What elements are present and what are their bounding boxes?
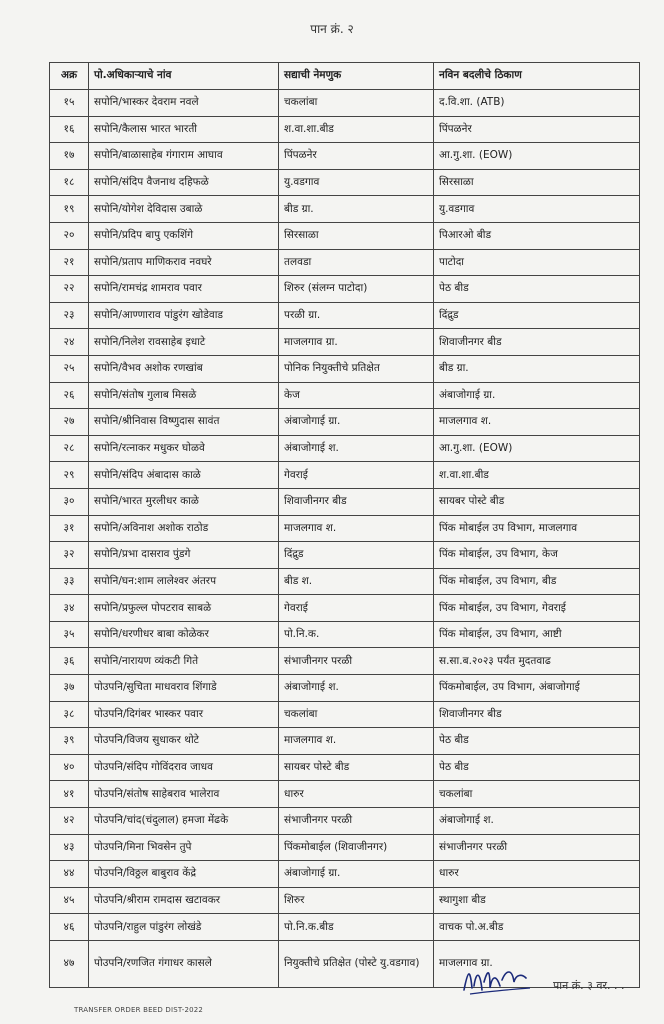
cell-current-posting: तलवडा	[279, 249, 434, 276]
cell-officer-name: सपोनि/संदिप अंबादास काळे	[89, 462, 279, 489]
table-row	[50, 276, 640, 303]
cell-serial: ३५	[50, 621, 89, 648]
cell-officer-name: पोउपनि/राहुल पांडुरंग लोखंडे	[89, 914, 279, 941]
cell-new-posting: स्थागुशा बीड	[434, 887, 640, 914]
cell-current-posting: पिंकमोबाईल (शिवाजीनगर)	[279, 834, 434, 861]
cell-new-posting: सिरसाळा	[434, 169, 640, 196]
table-row	[50, 462, 640, 489]
table-row	[50, 116, 640, 143]
cell-officer-name: सपोनि/धरणीधर बाबा कोळेकर	[89, 621, 279, 648]
table-header-row	[50, 63, 640, 90]
cell-current-posting: सायबर पोस्टे बीड	[279, 754, 434, 781]
cell-new-posting: संभाजीनगर परळी	[434, 834, 640, 861]
table-row	[50, 542, 640, 569]
cell-current-posting: पो.नि.क.	[279, 621, 434, 648]
cell-officer-name: पोउपनि/संतोष साहेबराव भालेराव	[89, 781, 279, 808]
cell-current-posting: पोनिक नियुक्तीचे प्रतिक्षेत	[279, 355, 434, 382]
cell-current-posting: परळी ग्रा.	[279, 302, 434, 329]
cell-serial: २०	[50, 222, 89, 249]
cell-current-posting: संभाजीनगर परळी	[279, 808, 434, 835]
cell-serial: ३३	[50, 568, 89, 595]
table-row	[50, 861, 640, 888]
cell-serial: २३	[50, 302, 89, 329]
table-row	[50, 728, 640, 755]
cell-current-posting: शिरुर (संलग्न पाटोदा)	[279, 276, 434, 303]
cell-current-posting: माजलगाव श.	[279, 728, 434, 755]
cell-officer-name: सपोनि/घन:शाम लालेश्वर अंतरप	[89, 568, 279, 595]
cell-officer-name: सपोनि/निलेश रावसाहेब इधाटे	[89, 329, 279, 356]
cell-serial: ४२	[50, 808, 89, 835]
cell-current-posting: केज	[279, 382, 434, 409]
table-row	[50, 675, 640, 702]
cell-serial: ४१	[50, 781, 89, 808]
cell-serial: २५	[50, 355, 89, 382]
cell-officer-name: पोउपनि/श्रीराम रामदास खटावकर	[89, 887, 279, 914]
cell-current-posting: बीड ग्रा.	[279, 196, 434, 223]
cell-officer-name: पोउपनि/दिगंबर भास्कर पवार	[89, 701, 279, 728]
cell-new-posting: सायबर पोस्टे बीड	[434, 488, 640, 515]
cell-new-posting: पिंक मोबाईल, उप विभाग, आष्टी	[434, 621, 640, 648]
table-row	[50, 515, 640, 542]
cell-serial: ३२	[50, 542, 89, 569]
cell-serial: ४०	[50, 754, 89, 781]
cell-new-posting: स.सा.ब.२०२३ पर्यंत मुदतवाढ	[434, 648, 640, 675]
table-row	[50, 621, 640, 648]
cell-serial: ३६	[50, 648, 89, 675]
cell-current-posting: बीड श.	[279, 568, 434, 595]
cell-serial: ४३	[50, 834, 89, 861]
cell-officer-name: सपोनि/प्रताप माणिकराव नवघरे	[89, 249, 279, 276]
table-row	[50, 329, 640, 356]
column-header-officer-name: पो.अधिकाऱ्याचे नांव	[89, 63, 279, 90]
cell-new-posting: पिंक मोबाईल, उप विभाग, बीड	[434, 568, 640, 595]
cell-serial: ३१	[50, 515, 89, 542]
cell-new-posting: माजलगाव ग्रा.	[434, 941, 640, 988]
table-row	[50, 701, 640, 728]
cell-new-posting: वाचक पो.अ.बीड	[434, 914, 640, 941]
cell-serial: ३७	[50, 675, 89, 702]
table-row	[50, 302, 640, 329]
table-row	[50, 382, 640, 409]
cell-officer-name: सपोनि/भारत मुरलीधर काळे	[89, 488, 279, 515]
cell-serial: ३४	[50, 595, 89, 622]
table-row	[50, 754, 640, 781]
cell-current-posting: गेवराई	[279, 595, 434, 622]
table-row	[50, 169, 640, 196]
cell-current-posting: गेवराई	[279, 462, 434, 489]
table-row	[50, 595, 640, 622]
cell-current-posting: अंबाजोगाई श.	[279, 675, 434, 702]
cell-new-posting: श.वा.शा.बीड	[434, 462, 640, 489]
cell-current-posting: चकलांबा	[279, 701, 434, 728]
cell-serial: ४५	[50, 887, 89, 914]
cell-serial: २१	[50, 249, 89, 276]
cell-current-posting: चकलांबा	[279, 90, 434, 117]
cell-new-posting: माजलगाव श.	[434, 409, 640, 436]
table-row	[50, 568, 640, 595]
cell-officer-name: सपोनि/नारायण व्यंकटी गिते	[89, 648, 279, 675]
cell-new-posting: आ.गु.शा. (EOW)	[434, 143, 640, 170]
document-reference: TRANSFER ORDER BEED DIST-2022	[74, 1006, 204, 1014]
cell-officer-name: पोउपनि/संदिप गोविंदराव जाधव	[89, 754, 279, 781]
column-header-new-posting: नविन बदलीचे ठिकाण	[434, 63, 640, 90]
cell-current-posting: सिरसाळा	[279, 222, 434, 249]
cell-new-posting: पेठ बीड	[434, 728, 640, 755]
cell-new-posting: पाटोदा	[434, 249, 640, 276]
cell-officer-name: सपोनि/अविनाश अशोक राठोड	[89, 515, 279, 542]
cell-new-posting: पिंकमोबाईल, उप विभाग, अंबाजोगाई	[434, 675, 640, 702]
table-row	[50, 887, 640, 914]
cell-current-posting: अंबाजोगाई श.	[279, 435, 434, 462]
table-row	[50, 488, 640, 515]
cell-officer-name: सपोनि/वैभव अशोक रणखांब	[89, 355, 279, 382]
table-row	[50, 409, 640, 436]
cell-officer-name: पोउपनि/विठ्ठल बाबुराव केंद्रे	[89, 861, 279, 888]
cell-current-posting: यु.वडगाव	[279, 169, 434, 196]
cell-officer-name: सपोनि/बाळासाहेब गंगाराम आघाव	[89, 143, 279, 170]
table-row	[50, 222, 640, 249]
cell-new-posting: बीड ग्रा.	[434, 355, 640, 382]
cell-officer-name: सपोनि/प्रफुल्ल पोपटराव साबळे	[89, 595, 279, 622]
cell-officer-name: पोउपनि/विजय सुधाकर थोटे	[89, 728, 279, 755]
cell-new-posting: शिवाजीनगर बीड	[434, 701, 640, 728]
cell-current-posting: संभाजीनगर परळी	[279, 648, 434, 675]
cell-serial: ४४	[50, 861, 89, 888]
cell-new-posting: धारुर	[434, 861, 640, 888]
cell-new-posting: पिंक मोबाईल, उप विभाग, केज	[434, 542, 640, 569]
cell-new-posting: पिआरओ बीड	[434, 222, 640, 249]
table-row	[50, 196, 640, 223]
table-row	[50, 781, 640, 808]
cell-new-posting: अंबाजोगाई ग्रा.	[434, 382, 640, 409]
cell-officer-name: सपोनि/संदिप वैजनाथ दहिफळे	[89, 169, 279, 196]
table-row	[50, 914, 640, 941]
cell-new-posting: आ.गु.शा. (EOW)	[434, 435, 640, 462]
cell-serial: १५	[50, 90, 89, 117]
cell-officer-name: सपोनि/संतोष गुलाब मिसळे	[89, 382, 279, 409]
table-row	[50, 834, 640, 861]
table-row	[50, 435, 640, 462]
cell-current-posting: नियुक्तीचे प्रतिक्षेत (पोस्टे यु.वडगाव)	[279, 941, 434, 988]
cell-officer-name: पोउपनि/सुचिता माधवराव शिंगाडे	[89, 675, 279, 702]
cell-officer-name: पोउपनि/रणजित गंगाधर कासले	[89, 941, 279, 988]
cell-serial: २६	[50, 382, 89, 409]
cell-current-posting: पो.नि.क.बीड	[279, 914, 434, 941]
cell-new-posting: अंबाजोगाई श.	[434, 808, 640, 835]
column-header-serial: अक्र	[50, 63, 89, 90]
cell-officer-name: पोउपनि/मिना भिवसेन तुपे	[89, 834, 279, 861]
table-row	[50, 355, 640, 382]
cell-serial: २२	[50, 276, 89, 303]
cell-serial: २७	[50, 409, 89, 436]
cell-serial: ४७	[50, 941, 89, 988]
cell-new-posting: पेठ बीड	[434, 754, 640, 781]
cell-new-posting: शिवाजीनगर बीड	[434, 329, 640, 356]
cell-officer-name: सपोनि/आण्णाराव पांडुरंग खोडेवाड	[89, 302, 279, 329]
next-page-note: पान क्रं. ३ वर. . .	[553, 979, 625, 992]
cell-serial: १९	[50, 196, 89, 223]
cell-officer-name: सपोनि/भास्कर देवराम नवले	[89, 90, 279, 117]
cell-officer-name: पोउपनि/चांद(चंदुलाल) हमजा मेंढके	[89, 808, 279, 835]
table-row	[50, 143, 640, 170]
cell-current-posting: शिरुर	[279, 887, 434, 914]
cell-current-posting: माजलगाव ग्रा.	[279, 329, 434, 356]
cell-new-posting: द.वि.शा. (ATB)	[434, 90, 640, 117]
table-row	[50, 808, 640, 835]
cell-serial: २८	[50, 435, 89, 462]
cell-serial: २४	[50, 329, 89, 356]
page-number-header: पान क्रं. २	[310, 22, 354, 36]
cell-new-posting: चकलांबा	[434, 781, 640, 808]
cell-new-posting: पिंक मोबाईल, उप विभाग, गेवराई	[434, 595, 640, 622]
transfer-table	[49, 62, 640, 988]
cell-new-posting: पेठ बीड	[434, 276, 640, 303]
cell-serial: १६	[50, 116, 89, 143]
cell-current-posting: दिंद्रुड	[279, 542, 434, 569]
cell-serial: २९	[50, 462, 89, 489]
cell-current-posting: शिवाजीनगर बीड	[279, 488, 434, 515]
cell-current-posting: श.वा.शा.बीड	[279, 116, 434, 143]
cell-serial: १७	[50, 143, 89, 170]
cell-officer-name: सपोनि/प्रभा दासराव पुंडगे	[89, 542, 279, 569]
cell-serial: ४६	[50, 914, 89, 941]
cell-officer-name: सपोनि/योगेश देविदास उबाळे	[89, 196, 279, 223]
cell-officer-name: सपोनि/प्रदिप बापु एकशिंगे	[89, 222, 279, 249]
cell-new-posting: यु.वडगाव	[434, 196, 640, 223]
cell-officer-name: सपोनि/रामचंद्र शामराव पवार	[89, 276, 279, 303]
table-row	[50, 648, 640, 675]
cell-new-posting: पिंक मोबाईल उप विभाग, माजलगाव	[434, 515, 640, 542]
cell-serial: १८	[50, 169, 89, 196]
table-row	[50, 941, 640, 988]
cell-officer-name: सपोनि/कैलास भारत भारती	[89, 116, 279, 143]
column-header-current-posting: सद्याची नेमणुक	[279, 63, 434, 90]
cell-new-posting: दिंद्रुड	[434, 302, 640, 329]
signature-mark	[460, 960, 540, 1000]
cell-current-posting: अंबाजोगाई ग्रा.	[279, 861, 434, 888]
cell-current-posting: माजलगाव श.	[279, 515, 434, 542]
cell-serial: ३८	[50, 701, 89, 728]
table-row	[50, 249, 640, 276]
cell-officer-name: सपोनि/श्रीनिवास विष्णुदास सावंत	[89, 409, 279, 436]
cell-officer-name: सपोनि/रत्नाकर मधुकर घोळवे	[89, 435, 279, 462]
cell-current-posting: पिंपळनेर	[279, 143, 434, 170]
table-row	[50, 90, 640, 117]
cell-serial: ३९	[50, 728, 89, 755]
cell-new-posting: पिंपळनेर	[434, 116, 640, 143]
cell-serial: ३०	[50, 488, 89, 515]
cell-current-posting: अंबाजोगाई ग्रा.	[279, 409, 434, 436]
cell-current-posting: धारुर	[279, 781, 434, 808]
